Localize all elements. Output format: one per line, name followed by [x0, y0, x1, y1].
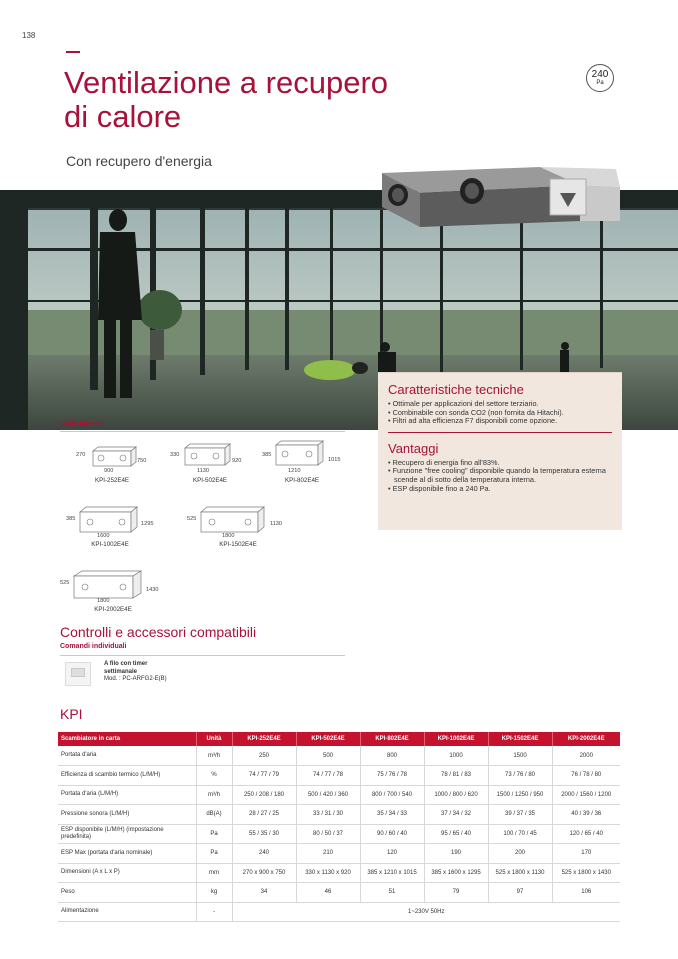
- unit-height-label: 385: [262, 452, 272, 458]
- unit-depth-label: 750: [137, 458, 147, 464]
- table-cell: 100 / 70 / 45: [488, 824, 552, 844]
- table-cell: 500 / 420 / 360: [296, 785, 360, 805]
- table-cell: 34: [232, 883, 296, 903]
- table-cell: 800 / 700 / 540: [360, 785, 424, 805]
- table-row: [58, 805, 620, 825]
- table-cell: Pressione sonora (L/M/H): [58, 805, 196, 825]
- table-cell: 74 / 77 / 79: [232, 766, 296, 786]
- features-item: • Filtri ad alta efficienza F7 disponibili come opzione.: [388, 417, 612, 426]
- column-header: KPI-2002E4E: [552, 732, 620, 746]
- table-cell: 385 x 1210 x 1015: [360, 863, 424, 883]
- table-cell: 55 / 35 / 30: [232, 824, 296, 844]
- table-cell: 525 x 1800 x 1130: [488, 863, 552, 883]
- pa-badge-unit: Pa: [596, 80, 604, 86]
- controller-model: Mod. : PC-ARFG2-E(B): [104, 676, 167, 682]
- table-header-row: [58, 732, 620, 746]
- remote-controller-screen: [71, 668, 85, 677]
- table-cell: 1500 / 1250 / 950: [488, 785, 552, 805]
- table-cell: -: [196, 902, 232, 922]
- unit-model-label: KPI-2002E4E: [94, 606, 132, 613]
- controls-subheading: Comandi individuali: [60, 643, 127, 650]
- table-cell: 80 / 50 / 37: [296, 824, 360, 844]
- unit-height-label: 385: [66, 516, 76, 522]
- advantages-item: • Recupero di energia fino all'83%.: [388, 459, 612, 468]
- table-row: [58, 766, 620, 786]
- column-header: KPI-1502E4E: [488, 732, 552, 746]
- table-row: [58, 824, 620, 844]
- unit-width-label: 1800: [222, 533, 235, 539]
- table-cell: 73 / 76 / 80: [488, 766, 552, 786]
- unit-width-label: 1210: [288, 468, 301, 474]
- indoor-units-heading: Unità interne: [60, 421, 103, 428]
- unit-drawing: [184, 443, 236, 467]
- table-cell: 74 / 77 / 78: [296, 766, 360, 786]
- column-header: KPI-252E4E: [232, 732, 296, 746]
- table-cell: 240: [232, 844, 296, 864]
- table-cell: Dimensioni (A x L x P): [58, 863, 196, 883]
- table-cell: 1~230V 50Hz: [232, 902, 620, 922]
- table-cell: 97: [488, 883, 552, 903]
- table-cell: Portata d'aria (L/M/H): [58, 785, 196, 805]
- table-cell: 210: [296, 844, 360, 864]
- unit-width-label: 1130: [197, 468, 210, 474]
- unit-drawing: [73, 570, 145, 600]
- table-cell: m³/h: [196, 785, 232, 805]
- table-cell: 800: [360, 746, 424, 766]
- table-cell: ESP Max (portata d'aria nominale): [58, 844, 196, 864]
- features-item: • Combinabile con sonda CO2 (non fornita da Hitachi).: [388, 409, 612, 418]
- pa-badge: [586, 64, 614, 92]
- indoor-units-divider: [60, 431, 345, 432]
- table-cell: 76 / 78 / 80: [552, 766, 620, 786]
- features-list: [388, 400, 612, 426]
- unit-model-label: KPI-1502E4E: [219, 541, 257, 548]
- table-cell: dB(A): [196, 805, 232, 825]
- unit-height-label: 525: [60, 580, 70, 586]
- title-line-1: Ventilazione a recupero: [64, 65, 389, 100]
- features-heading: Caratteristiche tecniche: [388, 382, 524, 397]
- ventilation-unit-image: [380, 165, 622, 237]
- unit-width-label: 1800: [97, 598, 110, 604]
- unit-width-label: 1600: [97, 533, 110, 539]
- column-header: KPI-802E4E: [360, 732, 424, 746]
- table-cell: 75 / 76 / 78: [360, 766, 424, 786]
- unit-depth-label: 1130: [270, 521, 283, 527]
- unit-depth-label: 1015: [328, 457, 341, 463]
- features-divider: [388, 432, 612, 433]
- pa-badge-value: 240: [591, 69, 609, 80]
- title-accent-dash: [66, 51, 80, 53]
- table-cell: ESP disponibile (L/M/H) (impostazione predefinita): [58, 824, 196, 844]
- unit-height-label: 270: [76, 452, 86, 458]
- remote-controller-image: [65, 662, 91, 686]
- unit-model-label: KPI-802E4E: [284, 477, 320, 484]
- title-line-2: di calore: [64, 99, 182, 134]
- table-row: [58, 746, 620, 766]
- advantages-list: [388, 459, 612, 493]
- table-cell: 2000: [552, 746, 620, 766]
- table-cell: 106: [552, 883, 620, 903]
- table-cell: m³/h: [196, 746, 232, 766]
- column-header: KPI-1002E4E: [424, 732, 488, 746]
- table-cell: 500: [296, 746, 360, 766]
- table-cell: 40 / 39 / 36: [552, 805, 620, 825]
- unit-depth-label: 1430: [146, 587, 159, 593]
- unit-depth-label: 920: [232, 458, 242, 464]
- unit-drawing: [92, 446, 142, 468]
- unit-model-label: KPI-252E4E: [94, 477, 130, 484]
- table-cell: 1000: [424, 746, 488, 766]
- table-cell: 120: [360, 844, 424, 864]
- table-cell: 250: [232, 746, 296, 766]
- unit-depth-label: 1295: [141, 521, 154, 527]
- table-cell: 170: [552, 844, 620, 864]
- page-title: [64, 66, 484, 134]
- advantages-item: • ESP disponibile fino a 240 Pa.: [388, 485, 612, 494]
- table-cell: mm: [196, 863, 232, 883]
- table-row: [58, 844, 620, 864]
- table-cell: Portata d'aria: [58, 746, 196, 766]
- table-row: [58, 883, 620, 903]
- table-cell: kg: [196, 883, 232, 903]
- table-cell: 79: [424, 883, 488, 903]
- table-cell: 1000 / 800 / 620: [424, 785, 488, 805]
- table-cell: 250 / 208 / 180: [232, 785, 296, 805]
- table-cell: Pa: [196, 824, 232, 844]
- unit-model-label: KPI-502E4E: [192, 477, 228, 484]
- unit-model-label: KPI-1002E4E: [91, 541, 129, 548]
- controls-divider: [60, 655, 345, 656]
- table-cell: Efficienza di scambio termico (L/M/H): [58, 766, 196, 786]
- table-row: [58, 785, 620, 805]
- controller-name-line1: A filo con timer: [104, 661, 148, 667]
- table-cell: 270 x 900 x 750: [232, 863, 296, 883]
- controls-heading: Controlli e accessori compatibili: [60, 624, 257, 640]
- table-cell: 33 / 31 / 30: [296, 805, 360, 825]
- column-header: KPI-502E4E: [296, 732, 360, 746]
- unit-drawing: [200, 506, 268, 534]
- table-cell: 28 / 27 / 25: [232, 805, 296, 825]
- kpi-spec-table: [58, 732, 620, 922]
- page-number: 138: [22, 31, 36, 40]
- table-row-power: [58, 902, 620, 922]
- table-cell: 330 x 1130 x 920: [296, 863, 360, 883]
- table-cell: 95 / 65 / 40: [424, 824, 488, 844]
- column-header: Unità: [196, 732, 232, 746]
- table-cell: 1500: [488, 746, 552, 766]
- table-cell: 90 / 60 / 40: [360, 824, 424, 844]
- features-item: • Ottimale per applicazioni del settore terziario.: [388, 400, 612, 409]
- unit-drawing: [79, 506, 141, 534]
- table-cell: 2000 / 1560 / 1200: [552, 785, 620, 805]
- controller-name-line2: settimanale: [104, 668, 138, 675]
- table-cell: 51: [360, 883, 424, 903]
- page-subtitle: Con recupero d'energia: [66, 153, 212, 169]
- unit-width-label: 900: [104, 468, 114, 474]
- controller-description: [104, 661, 167, 684]
- table-cell: 78 / 81 / 83: [424, 766, 488, 786]
- unit-height-label: 525: [187, 516, 197, 522]
- table-cell: 46: [296, 883, 360, 903]
- table-cell: 200: [488, 844, 552, 864]
- advantages-item: • Funzione "free cooling" disponibile quando la temperatura esterna scende al di sotto della temperatura interna.: [388, 467, 612, 484]
- table-cell: 385 x 1600 x 1295: [424, 863, 488, 883]
- unit-drawing: [275, 440, 327, 467]
- table-cell: 190: [424, 844, 488, 864]
- unit-height-label: 330: [170, 452, 180, 458]
- table-cell: 37 / 34 / 32: [424, 805, 488, 825]
- table-cell: 35 / 34 / 33: [360, 805, 424, 825]
- table-cell: 120 / 65 / 40: [552, 824, 620, 844]
- features-panel: [378, 372, 622, 530]
- advantages-heading: Vantaggi: [388, 440, 439, 456]
- table-cell: %: [196, 766, 232, 786]
- column-header: Scambiatore in carta: [58, 732, 196, 746]
- table-cell: Peso: [58, 883, 196, 903]
- table-cell: 525 x 1800 x 1430: [552, 863, 620, 883]
- table-cell: Alimentazione: [58, 902, 196, 922]
- table-cell: 39 / 37 / 35: [488, 805, 552, 825]
- kpi-heading: KPI: [60, 706, 83, 722]
- table-cell: Pa: [196, 844, 232, 864]
- table-row: [58, 863, 620, 883]
